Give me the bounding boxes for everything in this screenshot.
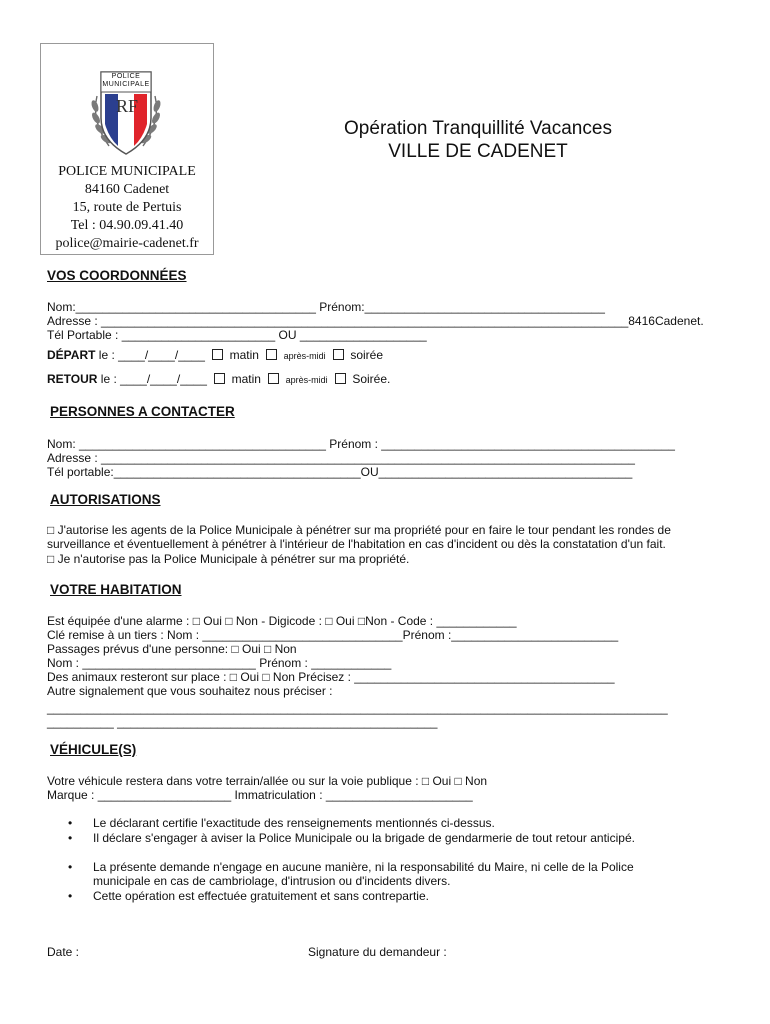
declaration-3-line-1: La présente demande n'engage en aucune manière, ni la responsabilité du Maire, ni celle de la Police	[93, 860, 634, 874]
section-heading-habitation: VOTRE HABITATION	[50, 582, 182, 597]
vehicule-marque-row[interactable]: Marque : ____________________ Immatriculation : ______________________	[47, 788, 473, 802]
contact-tel-field[interactable]: Tél portable:_____________________________________OU______________________________________	[47, 465, 633, 479]
badge-monogram: RF	[115, 96, 139, 116]
habitation-nom-prenom-row[interactable]: Nom : __________________________ Prénom : ____________	[47, 656, 392, 670]
retour-date-field[interactable]: le : ____/____/____	[97, 372, 207, 386]
retour-apres-midi-checkbox[interactable]	[268, 373, 279, 384]
agency-street: 15, route de Pertuis	[72, 200, 182, 215]
vehicule-reste-row[interactable]: Votre véhicule restera dans votre terrain/allée ou sur la voie publique : □ Oui □ Non	[47, 774, 488, 788]
declaration-2: Il déclare s'engager à aviser la Police Municipale ou la brigade de gendarmerie de tout retour anticipé.	[93, 831, 635, 845]
depart-matin-label: matin	[229, 348, 259, 362]
section-heading-contacts: PERSONNES A CONTACTER	[50, 404, 235, 419]
depart-label: DÉPART	[47, 348, 96, 362]
declaration-bullet: •	[68, 816, 73, 830]
retour-matin-checkbox[interactable]	[214, 373, 225, 384]
habitation-autre-blank-2[interactable]: __________ ________________________________________________	[47, 715, 438, 729]
contact-adresse-field[interactable]: Adresse : ________________________________________________________________________________	[47, 451, 635, 465]
depart-date-field[interactable]: le : ____/____/____	[95, 348, 205, 362]
section-heading-autorisations: AUTORISATIONS	[50, 492, 161, 507]
date-field-label: Date :	[47, 945, 80, 959]
retour-label: RETOUR	[47, 372, 98, 386]
depart-matin-checkbox[interactable]	[212, 349, 223, 360]
habitation-alarme-row[interactable]: Est équipée d'une alarme : □ Oui □ Non - Digicode : □ Oui □Non - Code : ____________	[47, 614, 517, 628]
retour-soiree-label: Soirée.	[352, 372, 391, 386]
contact-nom-prenom-field[interactable]: Nom: _____________________________________ Prénom : ____________________________________________	[47, 437, 675, 451]
coord-nom-prenom-field[interactable]: Nom:____________________________________ Prénom:____________________________________	[47, 300, 605, 314]
section-heading-coordonnees: VOS COORDONNÉES	[47, 268, 187, 283]
habitation-cle-row[interactable]: Clé remise à un tiers : Nom : ______________________________Prénom :_________________________	[47, 628, 619, 642]
form-title: Opération Tranquillité Vacances	[344, 118, 612, 139]
agency-name: POLICE MUNICIPALE	[58, 164, 196, 179]
autorisation-refuse-option[interactable]: □ Je n'autorise pas la Police Municipale à pénétrer sur ma propriété.	[47, 552, 410, 566]
retour-soiree-checkbox[interactable]	[335, 373, 346, 384]
retour-row	[47, 372, 390, 386]
declaration-1: Le déclarant certifie l'exactitude des renseignements mentionnés ci-dessus.	[93, 816, 495, 830]
coord-adresse-field[interactable]: Adresse : _______________________________________________________________________________8416Cadenet.	[47, 314, 704, 328]
habitation-autre-blank-1[interactable]: _____________________________________________________________________________________________	[47, 701, 668, 715]
declaration-bullet: •	[68, 860, 73, 874]
depart-apres-midi-checkbox[interactable]	[266, 349, 277, 360]
agency-header-box	[40, 43, 214, 255]
habitation-autre-label: Autre signalement que vous souhaitez nous préciser :	[47, 684, 333, 698]
declaration-3-line-2: municipale en cas de cambriolage, d'intrusion ou d'incidents divers.	[93, 874, 451, 888]
retour-matin-label: matin	[231, 372, 261, 386]
section-heading-vehicule: VÉHICULE(S)	[50, 742, 137, 757]
agency-phone: Tel : 04.90.09.41.40	[70, 218, 184, 233]
coord-tel-field[interactable]: Tél Portable : _______________________ OU ___________________	[47, 328, 427, 342]
depart-soiree-checkbox[interactable]	[333, 349, 344, 360]
depart-soiree-label: soirée	[350, 348, 383, 362]
depart-apres-midi-label: après-midi	[283, 351, 326, 361]
depart-row	[47, 348, 383, 362]
habitation-passages-row[interactable]: Passages prévus d'une personne: □ Oui □ Non	[47, 642, 297, 656]
agency-email: police@mairie-cadenet.fr	[55, 236, 199, 251]
agency-postal-city: 84160 Cadenet	[84, 182, 170, 197]
declaration-bullet: •	[68, 889, 73, 903]
badge-text-police: POLICE	[111, 73, 141, 80]
signature-field-label: Signature du demandeur :	[308, 945, 447, 959]
retour-apres-midi-label: après-midi	[285, 375, 328, 385]
declaration-4: Cette opération est effectuée gratuitement et sans contrepartie.	[93, 889, 429, 903]
badge-text-municipale: MUNICIPALE	[102, 81, 150, 88]
autorisation-accept-text-cont: surveillance et éventuellement à pénétrer à l'intérieur de l'habitation en cas d'incident ou dès la constatation d'un fait.	[47, 537, 666, 551]
form-subtitle: VILLE DE CADENET	[388, 141, 568, 162]
declaration-bullet: •	[68, 831, 73, 845]
habitation-animaux-row[interactable]: Des animaux resteront sur place : □ Oui □ Non Précisez : _______________________________________	[47, 670, 615, 684]
autorisation-accept-option[interactable]: □ J'autorise les agents de la Police Municipale à pénétrer sur ma propriété pour en faire le tour pendant les rondes de	[47, 523, 671, 537]
